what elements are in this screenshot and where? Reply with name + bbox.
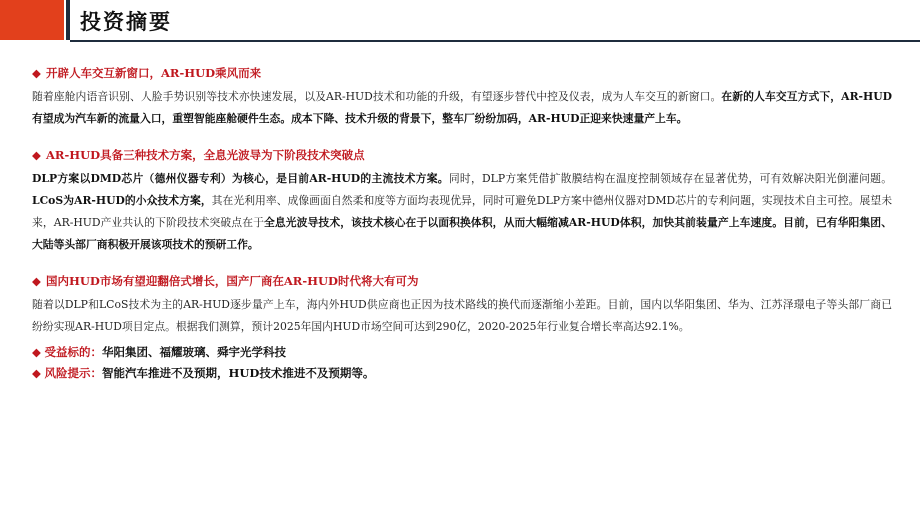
- diamond-bullet-icon: ◆: [32, 148, 41, 162]
- summary-content: [32, 64, 892, 384]
- section-heading-text: 开辟人车交互新窗口，AR-HUD乘风而来: [46, 66, 262, 80]
- section-heading: [32, 64, 892, 82]
- para-run: 其在光利用率、成像画面自然柔和度等方面均表现优异，同时可避免DLP方案中德州仪器对DMD芯片的专利问题，实现技术自主可控。展望未来，AR-HUD产业共认的下阶段技术突破点在于: [32, 194, 892, 229]
- section-domestic-market: [32, 272, 892, 338]
- section-ar-hud-window: [32, 64, 892, 130]
- para-run: 随着座舱内语音识别、人脸手势识别等技术亦快速发展，以及AR-HUD技术和功能的升级，有望逐步替代中控及仪表，成为人车交互的新窗口。: [32, 90, 722, 103]
- diamond-bullet-icon: ◆: [32, 274, 41, 288]
- section-paragraph: [32, 168, 892, 256]
- header: [0, 0, 920, 46]
- para-run-bold: 全息光波导技术，该技术核心在于以面积换体积，从而大幅缩减AR-HUD体积，加快其前装量产上车速度。目前，已有华阳集团、大陆等头部厂商积极开展该项技术的预研工作。: [32, 216, 892, 251]
- page-title: 投资摘要: [80, 10, 172, 34]
- header-rule: [70, 40, 920, 42]
- bullet-value: 华阳集团、福耀玻璃、舜宇光学科技: [102, 345, 287, 359]
- bullet-value: 智能汽车推进不及预期，HUD技术推进不及预期等。: [102, 366, 375, 380]
- diamond-bullet-icon: ◆: [32, 366, 41, 380]
- section-heading-text: 国内HUD市场有望迎翻倍式增长，国产厂商在AR-HUD时代将大有可为: [46, 274, 419, 288]
- section-heading-text: AR-HUD具备三种技术方案，全息光波导为下阶段技术突破点: [46, 148, 365, 162]
- section-three-tech-solutions: [32, 146, 892, 256]
- section-heading: [32, 272, 892, 290]
- diamond-bullet-icon: ◆: [32, 66, 41, 80]
- para-run-bold: LCoS为AR-HUD的小众技术方案，: [32, 194, 212, 207]
- bullet-label: 风险提示：: [44, 366, 103, 380]
- para-run-bold: DLP方案以DMD芯片（德州仪器专利）为核心，是目前AR-HUD的主流技术方案。: [32, 172, 449, 185]
- beneficiaries-line: [32, 342, 892, 363]
- bullet-label: 受益标的：: [44, 345, 103, 359]
- section-heading: [32, 146, 892, 164]
- para-run: 随着以DLP和LCoS技术为主的AR-HUD逐步量产上车，海内外HUD供应商也正因为技术路线的换代而逐渐缩小差距。目前，国内以华阳集团、华为、江苏泽璟电子等头部厂商已纷纷实现AR-HUD项目定点。根据我们测算，预计2025年国内HUD市场空间可达到290亿，2020-2025年行业复合增长率高达92.1%。: [32, 298, 892, 333]
- section-paragraph: [32, 86, 892, 130]
- diamond-bullet-icon: ◆: [32, 345, 41, 359]
- header-divider: [66, 0, 70, 40]
- header-accent-block: [0, 0, 64, 40]
- risk-warning-line: [32, 363, 892, 384]
- para-run-bold: 在新的人车交互方式下，AR-HUD有望成为汽车新的流量入口，重塑智能座舱硬件生态。成本下降、技术升级的背景下，整车厂纷纷加码，AR-HUD正迎来快速量产上车。: [32, 90, 892, 125]
- para-run: 同时，DLP方案凭借扩散膜结构在温度控制领域存在显著优势，可有效解决阳光倒灌问题。: [448, 172, 893, 185]
- section-paragraph: [32, 294, 892, 338]
